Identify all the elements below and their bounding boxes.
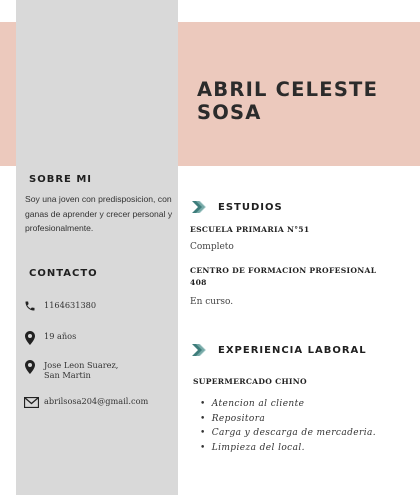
address-line-2: San Martin [44,370,91,380]
school-2-status: En curso. [190,297,234,307]
list-item: • Carga y descarga de mercaderia. [200,426,376,441]
list-item: • Atencion al cliente [200,397,376,412]
name-line-2: SOSA [197,101,262,124]
location-pin-icon [24,331,40,345]
sidebar [16,0,178,495]
school-2-name [190,265,390,289]
education-section-title [192,201,283,213]
school-2-name-line-1: CENTRO DE FORMACION PROFESIONAL [190,266,377,275]
experience-section-title [192,344,367,356]
candidate-name [197,78,412,124]
phone-icon [24,300,40,314]
about-text: Soy una joven con predisposicion, con ganas de aprender y crecer personal y profesionalmente. [25,194,173,233]
address-line-1: Jose Leon Suarez, [44,360,119,370]
name-line-1: ABRIL CELESTE [197,78,379,101]
age-value: 19 años [44,331,77,341]
envelope-icon [24,397,40,411]
experience-heading: EXPERIENCIA LABORAL [218,344,367,356]
chevron-arrow-icon [192,344,208,356]
school-2-name-line-2: 408 [190,278,207,287]
address-value [44,360,118,380]
list-item: • Repositora [200,412,376,427]
school-1-name: ESCUELA PRIMARIA N°51 [190,225,310,234]
task-list [200,397,376,456]
email-value: abrilsosa204@gmail.com [44,396,149,406]
location-pin-icon [24,360,40,374]
company-name: SUPERMERCADO CHINO [193,377,307,386]
chevron-arrow-icon [192,201,208,213]
phone-number: 1164631380 [44,300,97,310]
education-heading: ESTUDIOS [218,201,283,213]
contact-heading: CONTACTO [29,268,98,279]
school-1-status: Completo [190,242,234,252]
about-heading: SOBRE MI [29,174,93,185]
list-item: • Limpieza del local. [200,441,376,456]
